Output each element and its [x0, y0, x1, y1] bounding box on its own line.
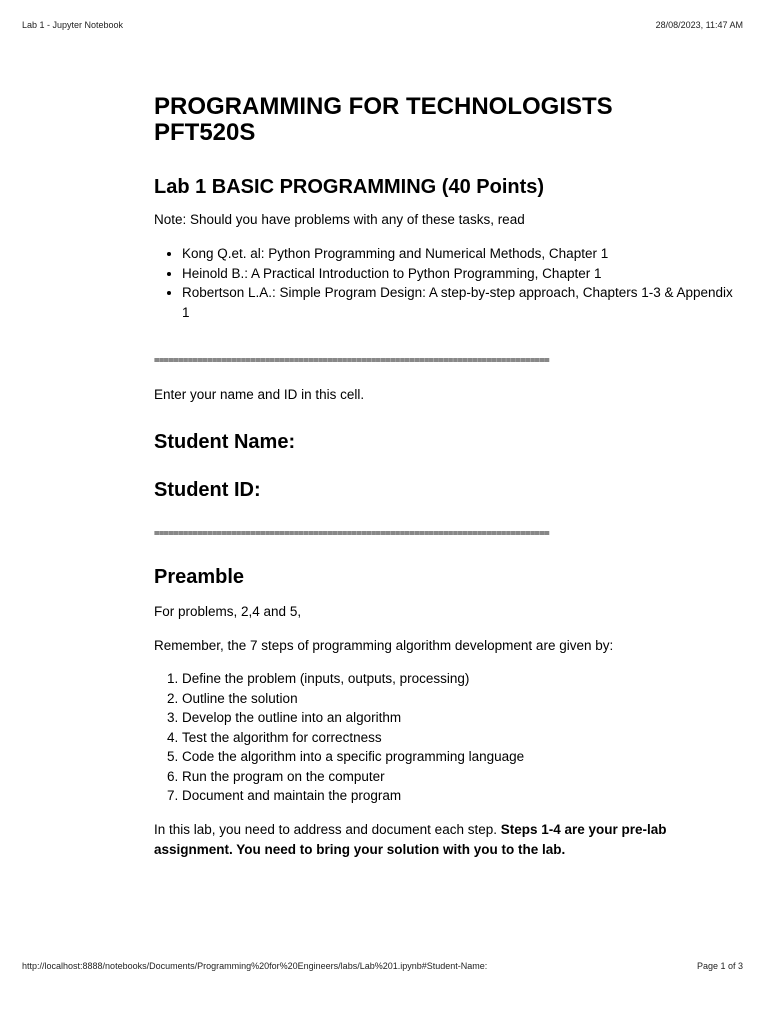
- closing-text: In this lab, you need to address and document each step.: [154, 821, 501, 837]
- course-title-line1: PROGRAMMING FOR TECHNOLOGISTS: [154, 93, 613, 120]
- step-item: 3. Develop the outline into an algorithm: [182, 708, 739, 728]
- print-header-datetime: 28/08/2023, 11:47 AM: [655, 20, 743, 30]
- note-text: Note: Should you have problems with any of these tasks, read: [154, 212, 525, 227]
- preamble-title: Preamble: [154, 566, 245, 588]
- reference-list: [154, 244, 739, 322]
- step-item: 7. Document and maintain the program: [182, 786, 739, 806]
- steps-list: [154, 669, 739, 806]
- course-title: [154, 94, 739, 146]
- separator-line: ==================================================================================: [154, 529, 550, 539]
- enter-info-text: Enter your name and ID in this cell.: [154, 387, 365, 402]
- print-footer-page: Page 1 of 3: [696, 961, 743, 971]
- reference-item: • Kong Q.et. al: Python Programming and Numerical Methods, Chapter 1: [182, 244, 739, 264]
- student-id-label: Student ID:: [154, 479, 261, 501]
- closing-paragraph: [154, 820, 739, 860]
- course-title-line2: PFT520S: [154, 119, 256, 146]
- print-footer-url: http://localhost:8888/notebooks/Documents/Programming%20for%20Engineers/labs/Lab%201.ipynb#Student-Name:: [22, 961, 488, 971]
- preamble-problems-text: For problems, 2,4 and 5,: [154, 604, 302, 619]
- print-header-title: Lab 1 - Jupyter Notebook: [22, 20, 124, 30]
- step-item: 4. Test the algorithm for correctness: [182, 728, 739, 748]
- step-item: 1. Define the problem (inputs, outputs, processing): [182, 669, 739, 689]
- separator-line: ==================================================================================: [154, 356, 550, 366]
- preamble-steps-intro: Remember, the 7 steps of programming algorithm development are given by:: [154, 638, 614, 653]
- closing-bold-text: Steps 1-4 are your pre-lab assignment. You need to bring your solution with you to the lab.: [154, 821, 667, 857]
- notebook-content: [154, 94, 739, 860]
- reference-item: • Heinold B.: A Practical Introduction to Python Programming, Chapter 1: [182, 264, 739, 284]
- step-item: 5. Code the algorithm into a specific programming language: [182, 747, 739, 767]
- step-item: 6. Run the program on the computer: [182, 767, 739, 787]
- step-item: 2. Outline the solution: [182, 689, 739, 709]
- student-name-label: Student Name:: [154, 431, 296, 453]
- reference-item: • Robertson L.A.: Simple Program Design: A step-by-step approach, Chapters 1-3 & Appendix 1: [182, 283, 739, 322]
- lab-title: Lab 1 BASIC PROGRAMMING (40 Points): [154, 176, 545, 198]
